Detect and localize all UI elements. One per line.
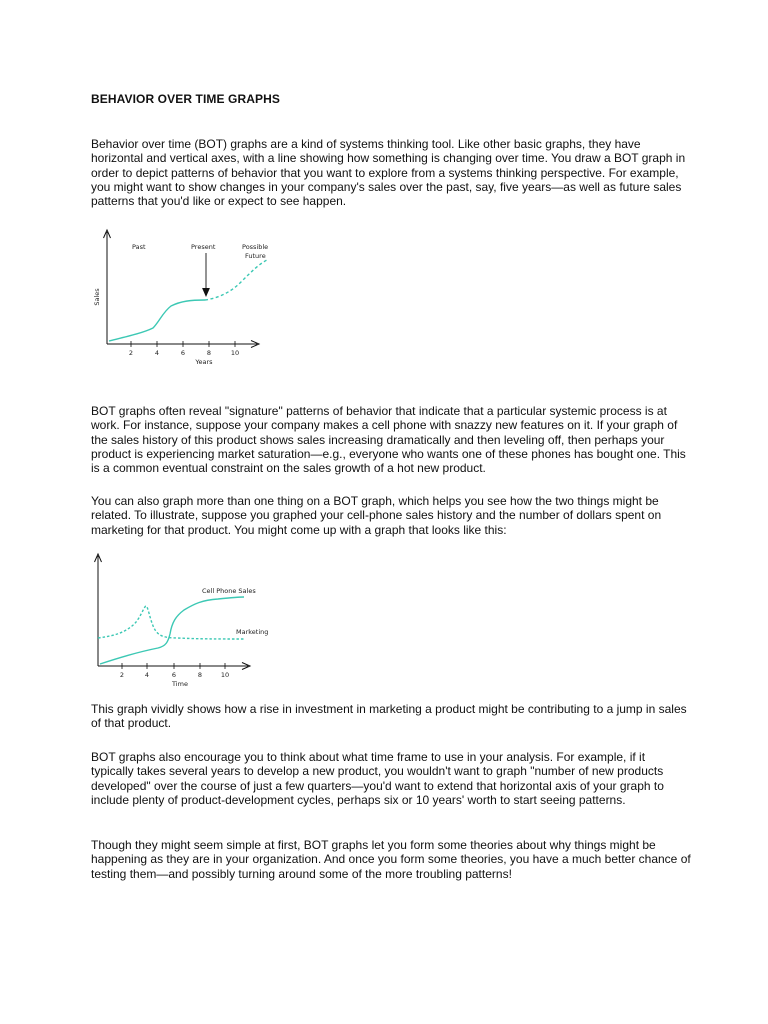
tick-label: 2 [128,349,134,357]
paragraph-conclusion: Though they might seem simple at first, BOT graphs let you form some theories about why things might be happening as they are in your organization. And once you form some theories, you have a much better chance of testing them—and possibly turning around some of the more troubling patterns! [91,838,691,881]
label-future: Future [245,252,266,260]
label-present: Present [191,243,216,251]
label-marketing: Marketing [236,628,269,636]
marketing-curve [98,606,244,639]
paragraph-time-frame: BOT graphs also encourage you to think about what time frame to use in your analysis. For example, if it typically takes several years to develop a new product, you wouldn't want to graph "number of new products developed" over the course of just a few quarters—you'd want to extend that horizontal axis of your graph to include plenty of product-development cycles, perhaps six or 10 years' worth to start seeing patterns. [91,750,664,807]
tick-label: 10 [220,671,230,679]
sales-history-curve [109,300,205,341]
tick-label: 6 [171,671,177,679]
tick-label: 2 [119,671,125,679]
tick-label: 8 [197,671,203,679]
figure-sales-over-years [85,222,285,372]
paragraph-multiple: You can also graph more than one thing on a BOT graph, which helps you see how the two things might be related. To illustrate, suppose you graphed your cell-phone sales history and the number of dollars spent on marketing for that product. You might come up with a graph that looks like this: [91,494,662,537]
x-axis-label: Years [195,358,213,366]
tick-label: 8 [206,349,212,357]
tick-label: 4 [144,671,150,679]
y-axis-label: Sales [93,288,101,306]
possible-future-curve [205,260,267,300]
present-arrow [203,253,210,296]
document-title: BEHAVIOR OVER TIME GRAPHS [91,92,280,106]
label-past: Past [132,243,146,251]
x-axis-label: Time [172,680,188,688]
label-possible: Possible [242,243,269,251]
paragraph-intro: Behavior over time (BOT) graphs are a kind of systems thinking tool. Like other basic graphs, they have horizontal and vertical axes, with a line showing how something is changing over time. You draw a BOT graph in order to depict patterns of behavior that you want to explore from a systems thinking perspective. For example, you might want to show changes in your company's sales over the past, say, five years—as well as future sales patterns that you'd like or expect to see happen. [91,137,686,209]
paragraph-vividly: This graph vividly shows how a rise in investment in marketing a product might be contributing to a jump in sales of that product. [91,702,687,731]
y-axis [104,230,111,344]
paragraph-signature: BOT graphs often reveal "signature" patterns of behavior that indicate that a particular systemic process is at work. For instance, suppose your company makes a cell phone with snazzy new features on it. If your graph of the sales history of this product shows sales increasing dramatically and then leveling off, then perhaps your product is experiencing market saturation—e.g., everyone who wants one of these phones has bought one. This is a common eventual constraint on the sales growth of a hot new product. [91,404,686,476]
tick-label: 6 [180,349,186,357]
label-cell-phone-sales: Cell Phone Sales [202,587,256,595]
cell-phone-sales-curve [100,597,244,664]
figure-sales-and-marketing [88,550,288,690]
tick-label: 10 [230,349,240,357]
y-axis [95,554,102,666]
tick-label: 4 [154,349,160,357]
